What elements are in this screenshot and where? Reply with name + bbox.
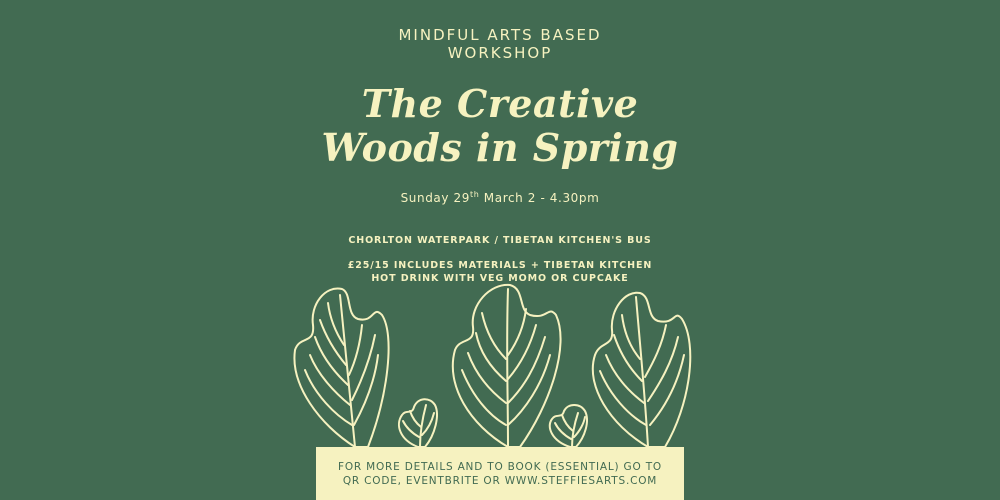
event-date [0,190,1000,205]
workshop-kicker [0,26,1000,62]
center-leaf-icon [453,285,561,447]
price-line-2: HOT DRINK WITH VEG MOMO OR CUPCAKE [371,273,629,284]
title-line-2: Woods in Spring [321,125,679,170]
title-line-1: The Creative [361,81,639,126]
date-prefix: Sunday 29 [400,191,470,205]
small-leaf-right-icon [550,405,587,447]
date-superscript: th [469,190,480,199]
footer-line-1: FOR MORE DETAILS AND TO BOOK (ESSENTIAL) GO TO [338,461,662,473]
event-venue: CHORLTON WATERPARK / TIBETAN KITCHEN'S BUS [348,235,652,246]
right-leaf-icon [593,293,690,447]
footer-line-2: QR CODE, EVENTBRITE OR WWW.STEFFIESARTS.COM [342,475,658,487]
kicker-line-2: WORKSHOP [447,44,553,62]
event-title [0,82,1000,170]
date-suffix: March 2 - 4.30pm [479,191,600,205]
small-leaf-left-icon [399,399,437,447]
kicker-line-1: MINDFUL ARTS BASED [398,26,602,44]
leaf-plants-icon [280,275,720,455]
booking-info-box [316,447,684,500]
price-line-1: £25/15 INCLUDES MATERIALS + TIBETAN KITCHEN [347,260,653,271]
left-leaf-icon [294,288,388,447]
